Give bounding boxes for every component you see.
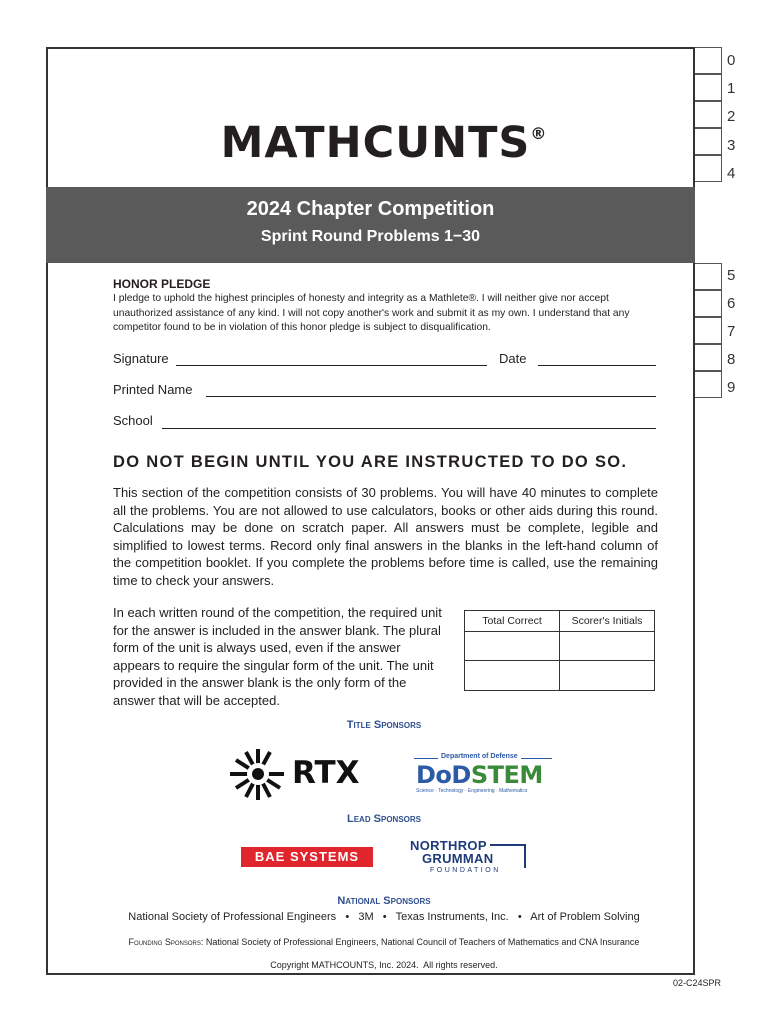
printed-name-line[interactable] [206, 396, 656, 397]
dodstem-stem: STEM [470, 761, 543, 789]
score-table [464, 610, 655, 691]
mathcounts-logo [0, 118, 768, 168]
school-line[interactable] [162, 428, 656, 429]
digit-label: 8 [727, 351, 736, 368]
digit-box-6 [695, 290, 722, 317]
lead-sponsors-heading: Lead Sponsors [346, 813, 421, 825]
ng-line2: GRUMMAN [422, 851, 494, 866]
digit-label: 6 [727, 295, 736, 312]
digit-box-9 [695, 371, 722, 398]
total-correct-cell[interactable] [465, 632, 560, 661]
printed-name-label: Printed Name [113, 382, 193, 397]
digit-label: 3 [727, 137, 736, 154]
ng-line1: NORTHROP [410, 838, 487, 853]
scorer-initials-cell[interactable] [560, 632, 655, 661]
school-label: School [113, 413, 153, 428]
competition-title: 2024 Chapter Competition [246, 198, 495, 220]
dodstem-logo [414, 753, 552, 797]
national-sponsors-list: National Society of Professional Engineers • 3M • Texas Instruments, Inc. • Art of Problem Solving [128, 911, 640, 923]
round-instructions: This section of the competition consists of 30 problems. You will have 40 minutes to complete all the problems. You are not allowed to use calculators, books or other aids during this round. Calculations may be done on scratch paper. All answers must be complete, legible and simplified to lowest terms. Record only final answers in the blanks in the left-hand column of the competition booklet. If you complete the problems before time is called, use the remaining time to check your answers. [113, 485, 658, 588]
founding-label: Founding Sponsors: [128, 937, 204, 947]
date-line[interactable] [538, 365, 656, 366]
pledge-text: I pledge to uphold the highest principles of honesty and integrity as a Mathlete®. I will neither give nor accept unauthorized assistance of any kind. I will not copy another's work and submit it as my own. I understand that any competitor found to be in violation of this honor pledge is subject to disqualification. [113, 293, 630, 333]
founding-sponsors [0, 937, 768, 947]
scorer-initials-header: Scorer's Initials [560, 611, 655, 632]
digit-label: 9 [727, 379, 736, 396]
dodstem-dod: DoD [416, 761, 471, 789]
ng-line3: FOUNDATION [430, 867, 501, 874]
units-note: In each written round of the competition, the required unit for the answer is included in the answer blank. The plural form of the unit is always used, even if the answer appears to require the singular form of the unit. The unit provided in the answer blank is the only form of the answer that will be accepted. [113, 605, 442, 708]
northrop-grumman-logo [406, 838, 526, 878]
digit-label: 7 [727, 323, 736, 340]
total-correct-cell[interactable] [465, 661, 560, 691]
digit-label: 4 [727, 165, 736, 182]
digit-label: 0 [727, 52, 736, 69]
document-code: 02-C24SPR [672, 978, 721, 988]
digit-label: 2 [727, 108, 736, 125]
scorer-initials-cell[interactable] [560, 661, 655, 691]
national-sponsors-heading: National Sponsors [337, 895, 431, 907]
bae-systems-logo [241, 847, 373, 867]
digit-box-1 [695, 74, 722, 101]
rtx-logo [226, 746, 371, 802]
rtx-burst-icon [226, 746, 290, 802]
digit-label: 1 [727, 80, 736, 97]
rtx-wordmark: RTX [292, 755, 360, 791]
dodstem-top-label: Department of Defense [438, 753, 521, 760]
digit-box-5 [695, 263, 722, 290]
dodstem-tagline: Science · Technology · Engineering · Mathematics [416, 788, 528, 794]
founding-text: National Society of Professional Engineers, National Council of Teachers of Mathematics and CNA Insurance [203, 937, 640, 947]
start-warning: DO NOT BEGIN UNTIL YOU ARE INSTRUCTED TO DO SO. [113, 453, 628, 471]
signature-label: Signature [113, 351, 169, 366]
copyright-notice: Copyright MATHCOUNTS, Inc. 2024. All rights reserved. [270, 960, 498, 970]
date-label: Date [499, 351, 527, 366]
digit-box-0 [695, 47, 722, 74]
signature-line[interactable] [176, 365, 487, 366]
bae-wordmark: BAE SYSTEMS [254, 849, 360, 864]
registered-mark: ® [530, 124, 548, 143]
pledge-heading: HONOR PLEDGE [113, 277, 211, 291]
round-subtitle: Sprint Round Problems 1−30 [260, 228, 481, 245]
digit-box-7 [695, 317, 722, 344]
title-sponsors-heading: Title Sponsors [346, 719, 422, 731]
logo-text-start: MATHC [220, 118, 396, 168]
header-band [46, 187, 695, 263]
logo-text-end: UNTS [395, 118, 531, 168]
digit-label: 5 [727, 267, 736, 284]
total-correct-header: Total Correct [465, 611, 560, 632]
digit-box-8 [695, 344, 722, 371]
